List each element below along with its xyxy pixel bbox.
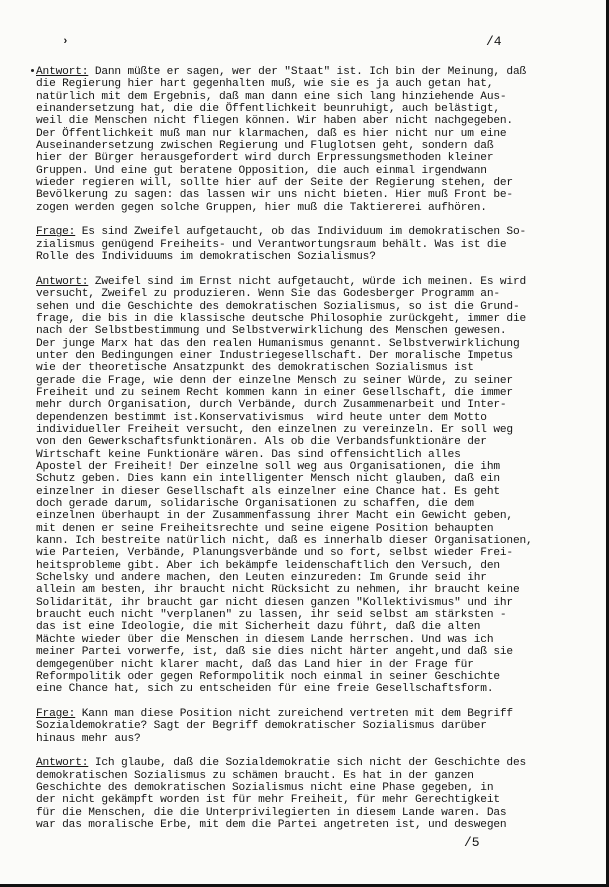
- line-text: Reformpolitik oder gegen Reformpolitik noch einmal in seiner Geschichte: [36, 670, 500, 683]
- text-line: [36, 436, 584, 448]
- line-text: Wirtschaft keine Funktionäre wären. Das sind offensichtlich alles: [36, 448, 461, 461]
- line-text: Sozialdemokratie? Sagt der Begriff demokratischer Sozialismus darüber: [36, 720, 487, 733]
- line-text: demokratischen Sozialismus zu schämen braucht. Es hat in der ganzen: [36, 769, 474, 782]
- line-text: der nicht gekämpft worden ist für mehr Freiheit, für mehr Gerechtigkeit: [36, 794, 500, 807]
- line-text: sehen und die Geschichte des demokratischen Sozialismus, so ist die Grund-: [36, 300, 520, 313]
- line-text: braucht euch nicht "verplanen" zu lassen, ihr seid selbst am stärksten -: [36, 609, 507, 622]
- text-line: [36, 177, 584, 189]
- line-text: allein am besten, ihr braucht nicht Rücksicht zu nehmen, ihr braucht keine: [36, 584, 520, 597]
- text-line: [36, 115, 584, 127]
- line-text: Rolle des Individuums im demokratischen Sozialismus?: [36, 251, 376, 264]
- text-line: [36, 350, 584, 362]
- speaker-label: Frage:: [36, 707, 76, 720]
- line-text: die Regierung hier hart gegenhalten muß, wie sie es ja auch getan hat,: [36, 78, 494, 91]
- text-line: [36, 66, 584, 78]
- text-line: [36, 91, 584, 103]
- text-line: [36, 301, 584, 313]
- line-text: natürlich mit dem Ergebnis, daß man dann eine sich lang hinziehende Aus-: [36, 90, 507, 103]
- line-text: Apostel der Freiheit! Der einzelne soll weg aus Organisationen, die ihm: [36, 461, 500, 473]
- line-text: wieder regieren will, sollte hier auf der Seite der Regierung stehen, der: [36, 177, 513, 190]
- line-text: Mächte wieder über die Menschen in diesem Lande herrschen. Und was ich: [36, 633, 494, 646]
- line-text: Der Öffentlichkeit muß man nur klarmachen, daß es hier nicht nur um eine: [36, 127, 507, 140]
- line-text: wie Parteien, Verbände, Planungsverbände und so fort, selbst wieder Frei-: [36, 547, 513, 560]
- line-text: Auseinandersetzung zwischen Regierung und Fluglotsen geht, sondern daß: [36, 140, 494, 153]
- text-line: [36, 621, 584, 633]
- line-text: unter den Bedingungen einer Industriegesellschaft. Der moralische Impetus: [36, 349, 513, 362]
- text-line: [36, 510, 584, 522]
- page-number-bottom: /5: [464, 835, 480, 850]
- line-text: wie der theoretische Ansatzpunkt des demokratischen Sozialismus ist: [36, 362, 474, 375]
- text-line: [36, 288, 584, 300]
- text-line: [36, 449, 584, 461]
- text-line: [36, 523, 584, 535]
- text-line: [36, 757, 584, 769]
- line-text: hinaus mehr aus?: [36, 732, 141, 745]
- scan-dot: [31, 69, 34, 72]
- text-line: [36, 128, 584, 140]
- line-text: kann. Ich bestreite natürlich nicht, daß es innerhalb dieser Organisationen,: [36, 535, 533, 548]
- text-line: [36, 152, 584, 164]
- text-line: [36, 399, 584, 411]
- line-text: zialismus genügend Freiheits- und Verantwortungsraum behält. Was ist die: [36, 238, 507, 251]
- scan-mark: ›: [62, 36, 69, 48]
- text-line: [36, 659, 584, 671]
- text-line: [36, 313, 584, 325]
- line-text: Schutz geben. Dies kann ein intelligenter Mensch nicht glauben, daß ein: [36, 473, 500, 486]
- line-text: Es sind Zweifel aufgetaucht, ob das Individuum im demokratischen So-: [75, 226, 527, 239]
- line-text: gerade die Frage, wie denn der einzelne Mensch zu seiner Würde, zu seiner: [36, 374, 513, 387]
- page-number-top: /4: [486, 34, 502, 49]
- text-line: [36, 535, 584, 547]
- line-text: hier der Bürger herausgefordert wird durch Erpressungsmethoden kleiner: [36, 152, 494, 165]
- text-line: [36, 560, 584, 572]
- line-text: Geschichte des demokratischen Sozialismus nicht eine Phase gegeben, in: [36, 781, 494, 794]
- text-line: [36, 671, 584, 683]
- line-text: doch gerade darum, solidarische Organisationen zu schaffen, die dem: [36, 498, 474, 511]
- line-text: demgegenüber nicht klarer macht, daß das Land hier in der Frage für: [36, 658, 474, 671]
- interview-text: [36, 66, 584, 831]
- line-text: nach der Selbstbestimmung und Selbstverwirklichung des Menschen gewesen.: [36, 325, 507, 338]
- line-text: einzelner in dieser Gesellschaft als einzelner eine Chance hat. Es geht: [36, 485, 500, 498]
- line-text: Zweifel sind im Ernst nicht aufgetaucht, würde ich meinen. Es wird: [88, 275, 527, 288]
- text-line: [36, 387, 584, 399]
- line-text: Dann müßte er sagen, wer der "Staat" ist. Ich bin der Meinung, daß: [88, 66, 527, 78]
- text-line: [36, 634, 584, 646]
- text-line: [36, 720, 584, 732]
- line-text: Schelsky und andere machen, den Leuten einzureden: Im Grunde seid ihr: [36, 572, 487, 585]
- line-text: Ich glaube, daß die Sozialdemokratie sich nicht der Geschichte des: [88, 757, 527, 770]
- text-line: [36, 807, 584, 819]
- speaker-label: Frage:: [36, 226, 76, 239]
- text-line: [36, 189, 584, 201]
- question-paragraph: [36, 708, 584, 745]
- text-line: [36, 226, 584, 238]
- text-line: [36, 584, 584, 596]
- text-line: [36, 165, 584, 177]
- speaker-label: Antwort:: [36, 275, 89, 288]
- line-text: Bevölkerung zu sagen: das lassen wir uns nicht bieten. Hier muß Front be-: [36, 189, 513, 202]
- answer-paragraph: [36, 66, 584, 214]
- text-line: [36, 609, 584, 621]
- line-text: einzelnen überhaupt in der Zusammenfassung ihrer Macht ein Gewicht geben,: [36, 510, 513, 523]
- text-line: [36, 819, 584, 831]
- text-line: [36, 498, 584, 510]
- text-line: [36, 733, 584, 745]
- answer-paragraph: [36, 276, 584, 696]
- line-text: eine Chance hat, sich zu entscheiden für eine freie Gesellschaftsform.: [36, 683, 494, 696]
- text-line: [36, 362, 584, 374]
- line-text: individueller Freiheit versucht, den einzelnen zu vereinzeln. Er soll weg: [36, 423, 513, 436]
- line-text: weil die Menschen nicht fliegen können. Wir haben aber nicht nachgegeben.: [36, 115, 513, 128]
- text-line: [36, 597, 584, 609]
- text-line: [36, 251, 584, 263]
- text-line: [36, 708, 584, 720]
- line-text: Solidarität, ihr braucht gar nicht diesen ganzen "Kollektivismus" und ihr: [36, 596, 513, 609]
- text-line: [36, 375, 584, 387]
- line-text: Kann man diese Position nicht zureichend vertreten mit dem Begriff: [75, 707, 513, 720]
- text-line: [36, 782, 584, 794]
- line-text: versucht, Zweifel zu produzieren. Wenn Sie das Godesberger Programm an-: [36, 288, 500, 301]
- line-text: frage, die bis in die klassische deutsche Philosophie zurückgeht, immer die: [36, 312, 527, 325]
- text-line: [36, 103, 584, 115]
- line-text: dependenzen bestimmt ist.Konservativismus wird heute unter dem Motto: [36, 411, 487, 424]
- line-text: einandersetzung hat, die die Öffentlichkeit beunruhigt, auch belästigt,: [36, 103, 500, 116]
- text-line: [36, 239, 584, 251]
- text-line: [36, 325, 584, 337]
- text-line: [36, 276, 584, 288]
- line-text: heitsprobleme gibt. Aber ich bekämpfe leidenschaftlich den Versuch, den: [36, 559, 500, 572]
- line-text: Gruppen. Und eine gut beratene Opposition, die auch einmal irgendwann: [36, 164, 487, 177]
- line-text: das ist eine Ideologie, die mit Sicherheit dazu führt, daß die alten: [36, 621, 481, 634]
- text-line: [36, 412, 584, 424]
- line-text: war das moralische Erbe, mit dem die Partei angetreten ist, und deswegen: [36, 818, 507, 831]
- line-text: zogen werden gegen solche Gruppen, hier muß die Taktiererei aufhören.: [36, 201, 487, 214]
- line-text: mehr durch Organisation, durch Verbände, durch Zusammenarbeit und Inter-: [36, 399, 507, 412]
- text-line: [36, 202, 584, 214]
- text-line: [36, 486, 584, 498]
- text-line: [36, 473, 584, 485]
- text-line: [36, 547, 584, 559]
- line-text: für die Menschen, die die Unterprivilegierten in diesem Lande waren. Das: [36, 806, 507, 819]
- line-text: Der junge Marx hat das den realen Humanismus genannt. Selbstverwirklichung: [36, 337, 520, 350]
- question-paragraph: [36, 226, 584, 263]
- answer-paragraph: [36, 757, 584, 831]
- text-line: [36, 794, 584, 806]
- text-line: [36, 683, 584, 695]
- text-line: [36, 572, 584, 584]
- speaker-label: Antwort:: [36, 757, 89, 770]
- text-line: [36, 770, 584, 782]
- line-text: mit denen er seine Freiheitsrechte und seine eigene Position behaupten: [36, 522, 494, 535]
- line-text: Freiheit und zu seinem Recht kommen kann in einer Gesellschaft, die immer: [36, 386, 513, 399]
- line-text: von den Gewerkschaftsfunktionären. Als ob die Verbandsfunktionäre der: [36, 436, 487, 449]
- text-line: [36, 338, 584, 350]
- speaker-label: Antwort:: [36, 66, 89, 78]
- line-text: meiner Partei vorwerfe, ist, daß sie dies nicht härter angeht,und daß sie: [36, 646, 513, 659]
- text-line: [36, 78, 584, 90]
- text-line: [36, 646, 584, 658]
- text-line: [36, 461, 584, 473]
- text-line: [36, 140, 584, 152]
- text-line: [36, 424, 584, 436]
